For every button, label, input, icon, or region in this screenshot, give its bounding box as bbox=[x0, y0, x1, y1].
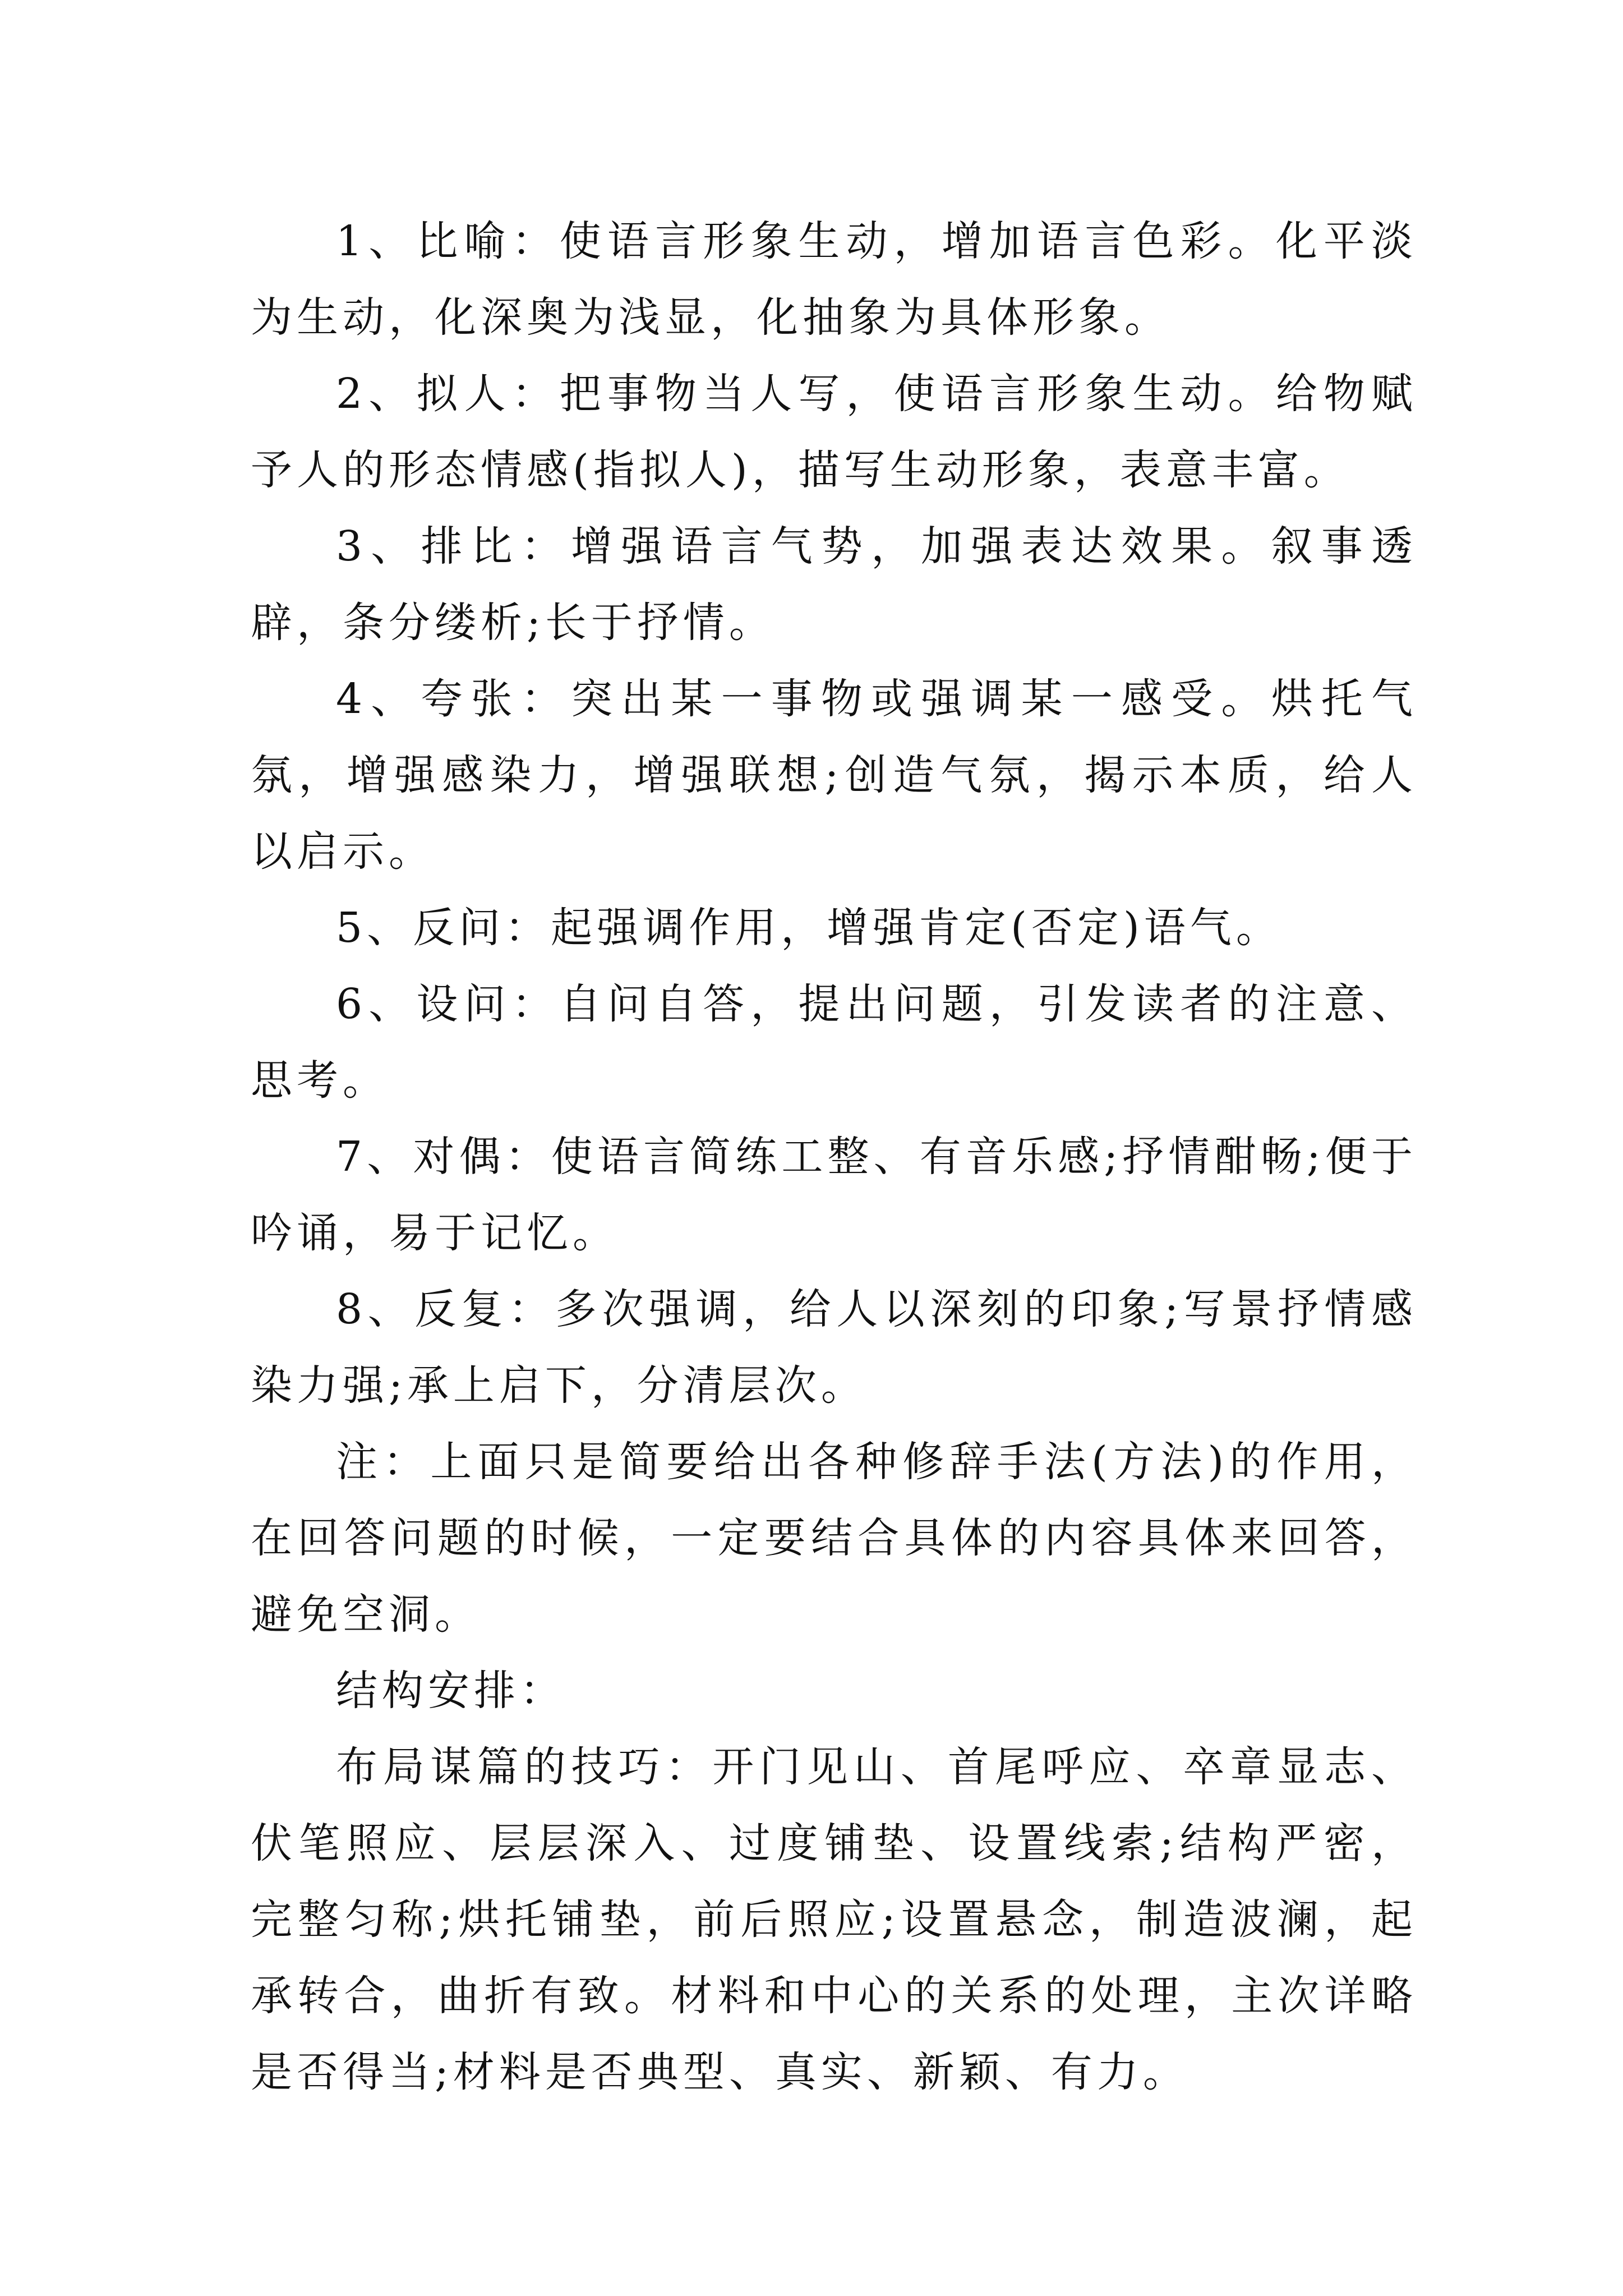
paragraph-note: 注：上面只是简要给出各种修辞手法(方法)的作用，在回答问题的时候，一定要结合具体的内容具体来回答，避免空洞。 bbox=[251, 1438, 1417, 1639]
paragraph-hyperbole: 4、夸张：突出某一事物或强调某一感受。烘托气氛，增强感染力，增强联想;创造气氛，揭示本质，给人以启示。 bbox=[251, 675, 1417, 876]
paragraph-personification: 2、拟人：把事物当人写，使语言形象生动。给物赋予人的形态情感(指拟人)，描写生动形象，表意丰富。 bbox=[251, 370, 1417, 494]
paragraph-repetition: 8、反复：多次强调，给人以深刻的印象;写景抒情感染力强;承上启下，分清层次。 bbox=[251, 1285, 1417, 1410]
paragraph-layout-techniques: 布局谋篇的技巧：开门见山、首尾呼应、卒章显志、伏笔照应、层层深入、过度铺垫、设置线索;结构严密，完整匀称;烘托铺垫，前后照应;设置悬念，制造波澜，起承转合，曲折有致。材料和中心的关系的处理，主次详略是否得当;材料是否典型、真实、新颖、有力。 bbox=[251, 1743, 1417, 2096]
paragraph-parallelism: 3、排比：增强语言气势，加强表达效果。叙事透辟，条分缕析;长于抒情。 bbox=[251, 522, 1417, 647]
paragraph-self-answered-question: 6、设问：自问自答，提出问题，引发读者的注意、思考。 bbox=[251, 980, 1417, 1105]
document-body bbox=[251, 203, 1417, 2110]
paragraph-structure-heading: 结构安排： bbox=[336, 1667, 566, 1715]
paragraph-metaphor: 1、比喻：使语言形象生动，增加语言色彩。化平淡为生动，化深奥为浅显，化抽象为具体形象。 bbox=[251, 217, 1417, 342]
paragraph-rhetorical-question: 5、反问：起强调作用，增强肯定(否定)语气。 bbox=[336, 904, 1282, 952]
paragraph-antithesis: 7、对偶：使语言简练工整、有音乐感;抒情酣畅;便于吟诵，易于记忆。 bbox=[251, 1133, 1417, 1257]
